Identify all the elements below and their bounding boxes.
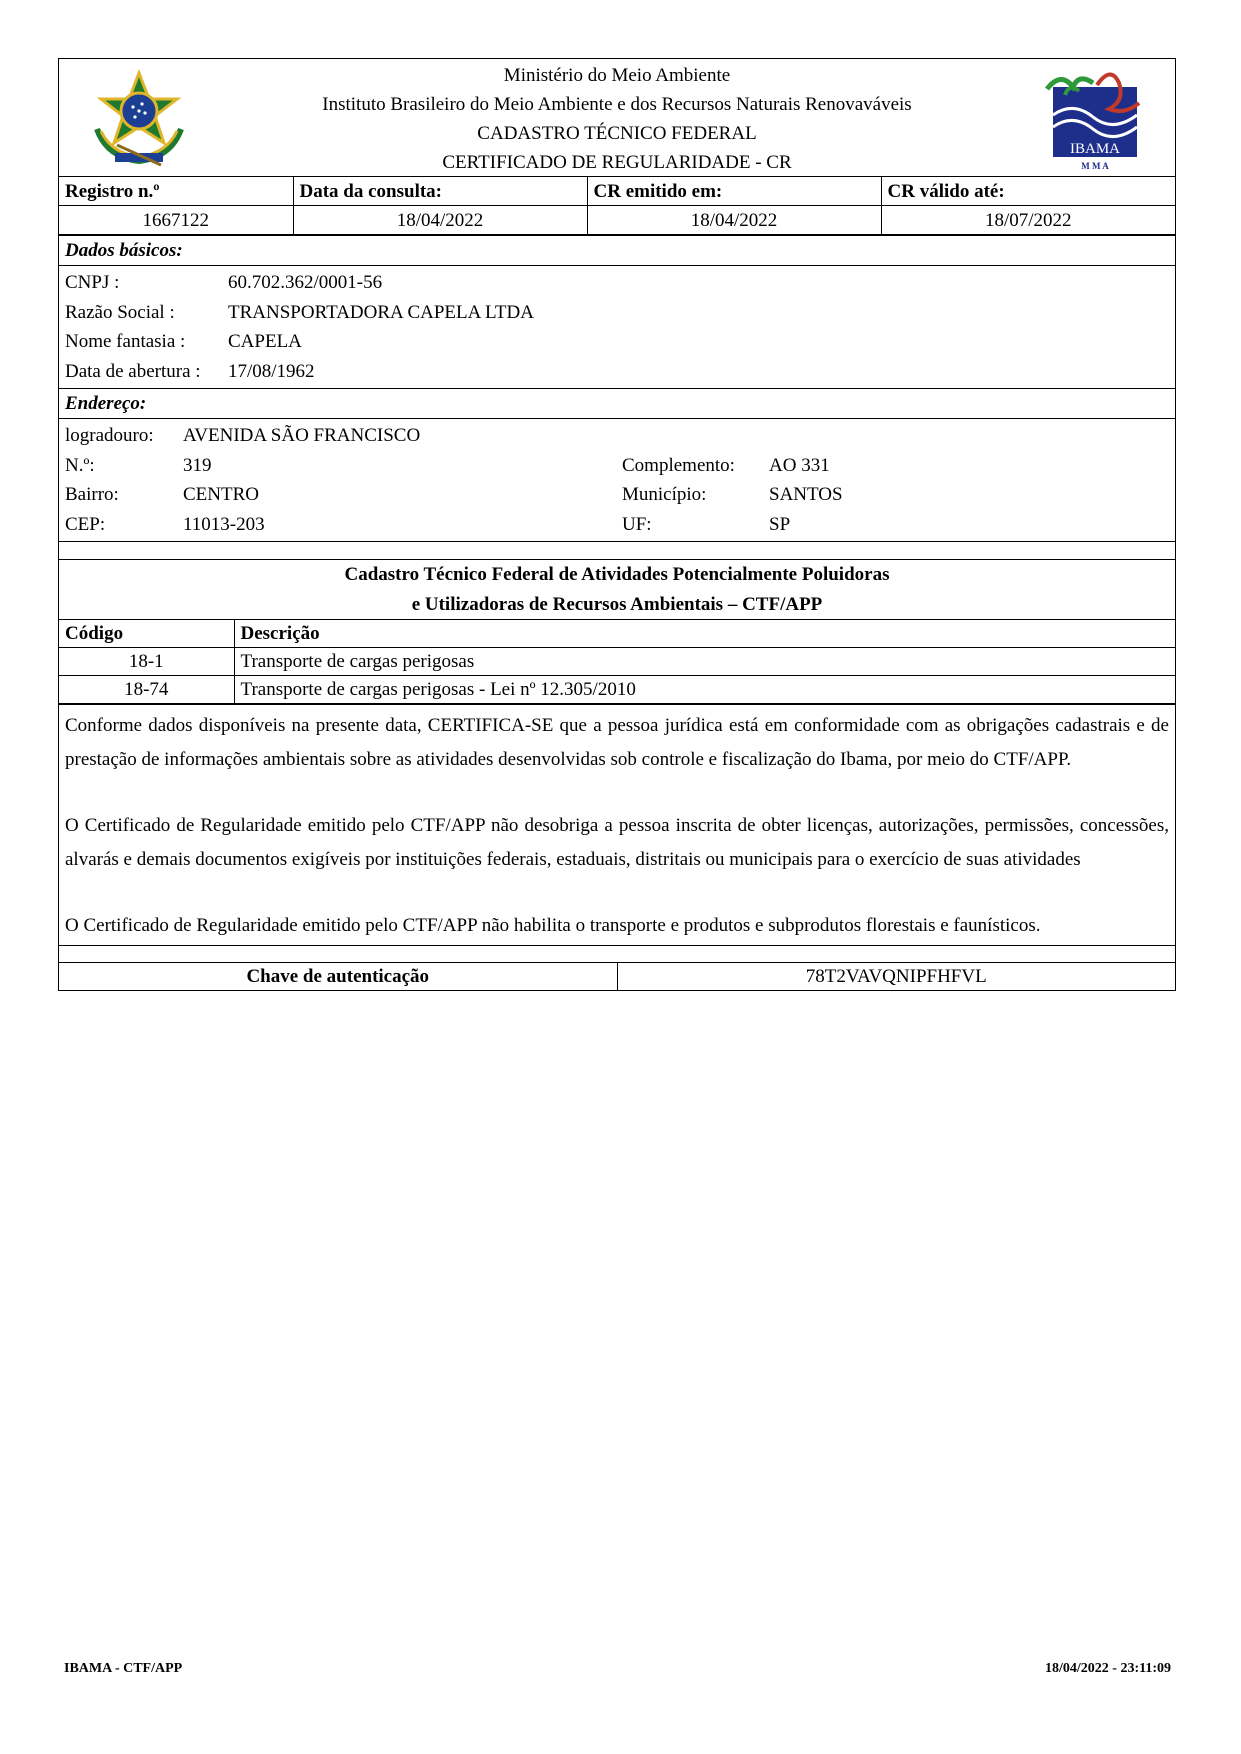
razao-row	[65, 298, 1169, 328]
fantasia-value: CAPELA	[228, 331, 302, 352]
transport-paragraph: O Certificado de Regularidade emitido pelo CTF/APP não habilita o transporte e produtos e subprodutos florestais e faunísticos.	[65, 915, 1041, 936]
cep-value: 11013-203	[183, 513, 265, 535]
abertura-value: 17/08/1962	[228, 360, 315, 382]
razao-label: Razão Social :	[65, 301, 175, 323]
municipio-value: SANTOS	[769, 484, 843, 505]
footer-left: IBAMA - CTF/APP	[64, 1661, 183, 1676]
data-consulta-value: 18/04/2022	[293, 206, 587, 235]
cr-emitido-value: 18/04/2022	[587, 206, 881, 235]
fantasia-row	[65, 327, 1169, 357]
descricao-header: Descrição	[234, 620, 1175, 648]
auth-key-label: Chave de autenticação	[59, 963, 617, 990]
address-fields	[59, 418, 1175, 541]
certificate	[58, 58, 1176, 991]
codigo-cell: 18-74	[59, 676, 234, 704]
table-row	[59, 648, 1175, 676]
cnpj-value: 60.702.362/0001-56	[228, 272, 383, 293]
brazil-coat-of-arms-icon	[87, 69, 191, 169]
cnpj-row	[65, 268, 1169, 298]
ctf-title-line2: e Utilizadoras de Recursos Ambientais – CTF/APP	[411, 593, 823, 615]
activities-header-row	[59, 620, 1175, 648]
numero-row	[65, 451, 1169, 481]
descricao-cell: Transporte de cargas perigosas - Lei nº 12.305/2010	[234, 676, 1175, 704]
bairro-row	[65, 480, 1169, 510]
codigo-cell: 18-1	[59, 648, 234, 676]
auth-section	[58, 962, 1176, 991]
basic-data-fields	[59, 265, 1175, 388]
registry-table	[59, 177, 1175, 235]
auth-key-value: 78T2VAVQNIPFHFVL	[617, 963, 1175, 990]
cr-emitido-header: CR emitido em:	[587, 177, 881, 206]
logradouro-label: logradouro:	[65, 425, 154, 446]
cr-valido-header: CR válido até:	[881, 177, 1175, 206]
abertura-row	[65, 357, 1169, 387]
uf-label: UF:	[622, 513, 652, 535]
cr-valido-value: 18/07/2022	[881, 206, 1175, 235]
cep-label: CEP:	[65, 513, 106, 535]
ministry-title: Ministério do Meio Ambiente	[503, 65, 731, 86]
numero-label: N.º:	[65, 454, 95, 476]
uf-value: SP	[769, 513, 791, 535]
ibama-logo-icon	[1039, 65, 1149, 171]
svg-text:IBAMA: IBAMA	[1069, 141, 1121, 157]
complemento-label: Complemento:	[622, 454, 735, 476]
footer-timestamp: 18/04/2022 - 23:11:09	[1045, 1661, 1171, 1676]
ctf-title	[59, 560, 1175, 619]
fantasia-label: Nome fantasia :	[65, 331, 186, 352]
descricao-cell: Transporte de cargas perigosas	[234, 648, 1175, 676]
data-consulta-header: Data da consulta:	[293, 177, 587, 206]
certificate-title: CERTIFICADO DE REGULARIDADE - CR	[442, 152, 792, 173]
ctf-section	[58, 559, 1176, 704]
codigo-header: Código	[59, 620, 234, 648]
svg-text:M M A: M M A	[1081, 161, 1109, 171]
activities-table	[59, 619, 1175, 704]
cnpj-label: CNPJ :	[65, 272, 120, 293]
certification-paragraph: Conforme dados disponíveis na presente data, CERTIFICA-SE que a pessoa jurídica está em conformidade com as obrigações cadastrais e de prestação de informações ambientais sobre as atividades desenvolvidas sob controle e fiscalização do Ibama, por meio do CTF/APP.	[65, 715, 1169, 770]
logradouro-value: AVENIDA SÃO FRANCISCO	[183, 425, 421, 446]
numero-value: 319	[183, 454, 212, 476]
bairro-value: CENTRO	[183, 484, 259, 505]
razao-value: TRANSPORTADORA CAPELA LTDA	[228, 301, 534, 323]
logradouro-row	[65, 421, 1169, 451]
header-titles	[219, 61, 1015, 177]
registro-value: 1667122	[59, 206, 293, 235]
basic-data-section	[58, 235, 1176, 388]
ctf-title-line1: Cadastro Técnico Federal de Atividades Potencialmente Poluidoras	[344, 564, 890, 585]
address-section	[58, 388, 1176, 559]
obligation-paragraph: O Certificado de Regularidade emitido pelo CTF/APP não desobriga a pessoa inscrita de obter licenças, autorizações, permissões, concessões, alvarás e demais documentos exigíveis por instituições federais, estaduais, distritais ou municipais para o exercício de suas atividades	[65, 815, 1169, 870]
bairro-label: Bairro:	[65, 484, 119, 505]
certificate-header	[58, 58, 1176, 176]
section-divider	[59, 945, 1175, 962]
section-divider	[59, 541, 1175, 559]
abertura-label: Data de abertura :	[65, 360, 201, 382]
registry-section	[58, 176, 1176, 235]
institute-title: Instituto Brasileiro do Meio Ambiente e dos Recursos Naturais Renovaváveis	[322, 94, 912, 115]
auth-table	[59, 963, 1175, 990]
certification-text	[58, 704, 1176, 962]
table-row	[59, 676, 1175, 704]
cep-row	[65, 510, 1169, 540]
municipio-label: Município:	[622, 484, 707, 505]
registro-header: Registro n.º	[59, 177, 293, 206]
address-title: Endereço:	[65, 393, 147, 414]
basic-data-title: Dados básicos:	[65, 240, 183, 261]
complemento-value: AO 331	[769, 454, 830, 476]
registry-title: CADASTRO TÉCNICO FEDERAL	[477, 123, 757, 144]
